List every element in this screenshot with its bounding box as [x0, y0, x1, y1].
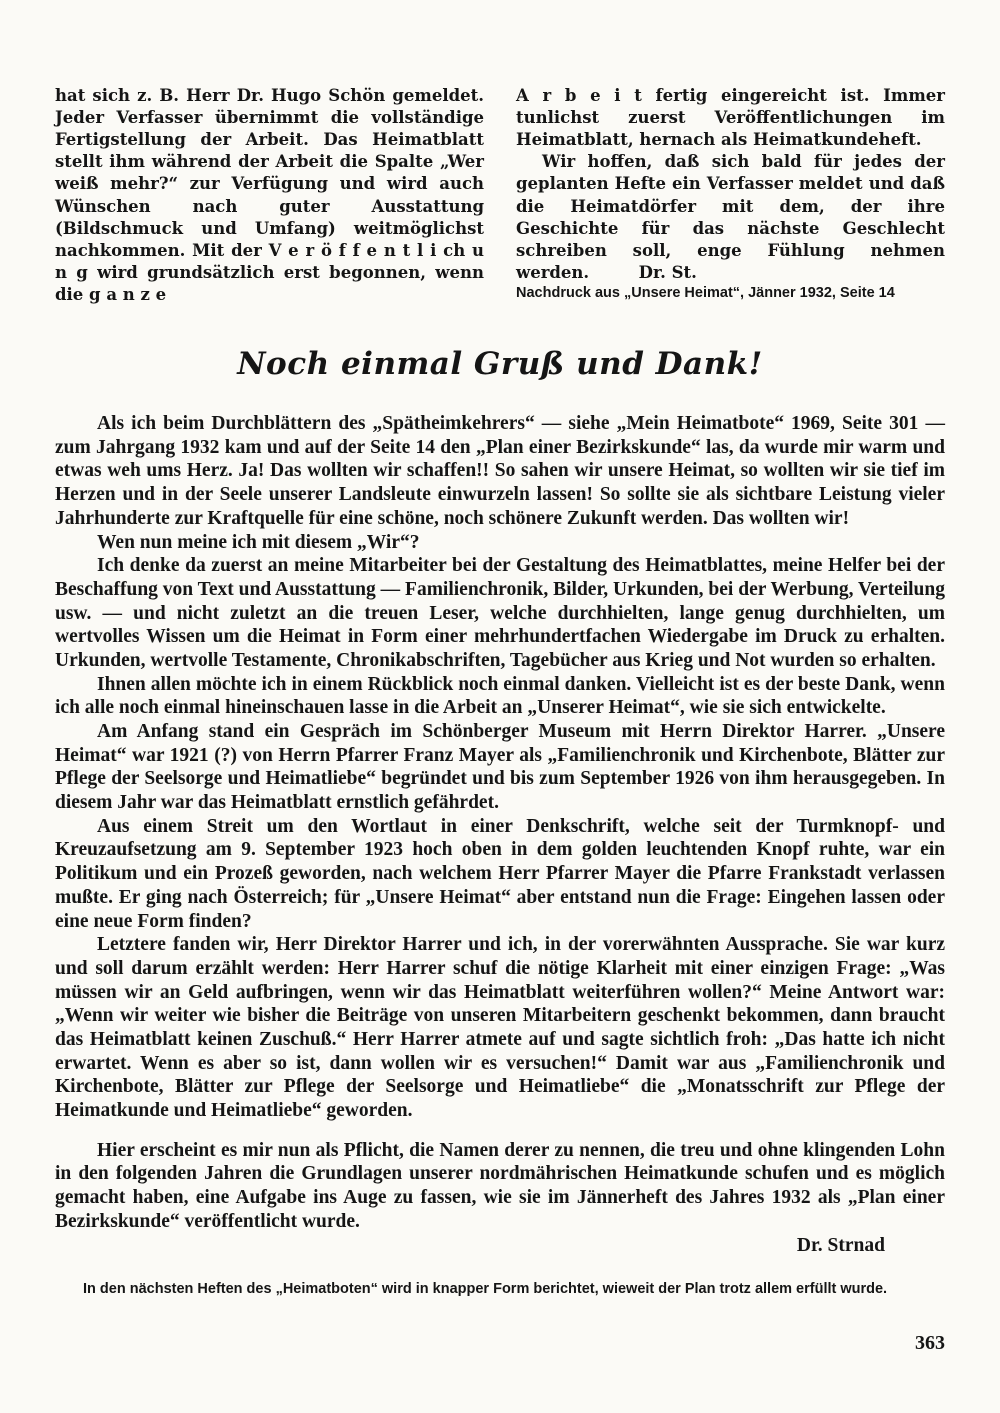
top-right-paragraph: A r b e i t fertig eingereicht ist. Immer tunlichst zuerst Veröffentlichungen im Heimatblatt, hernach als Heimatkundeheft. — [516, 86, 945, 150]
body-paragraph: Aus einem Streit um den Wortlaut in einer Denkschrift, welche seit der Turmknopf- und Kreuzaufsetzung am 9. September 1923 hoch oben in dem golden leuchtenden Knopf ruhte, war ein Politikum und ein Prozeß geworden, nach welchem Herr Pfarrer Mayer die Pfarre Frankstadt verlassen mußte. Er ging nach Österreich; für „Unsere Heimat“ aber entstand nun die Frage: Eingehen lassen oder eine neue Form finden? — [55, 815, 945, 932]
body-paragraph: Wen nun meine ich mit diesem „Wir“? — [97, 531, 420, 553]
top-left-column — [55, 85, 484, 306]
article-body — [55, 412, 945, 1233]
top-two-column-section — [55, 85, 945, 306]
body-paragraph: Hier erscheint es mir nun als Pflicht, die Namen derer zu nennen, die treu und ohne klingenden Lohn in den folgenden Jahren die Grundlagen unserer nordmährischen Heimatkunde schufen und es möglich gemacht haben, eine Aufgabe ins Auge zu fassen, wie sie im Jännerheft des Jahres 1932 als „Plan einer Bezirkskunde“ veröffentlicht wurde. — [55, 1139, 945, 1232]
body-paragraph: Als ich beim Durchblättern des „Spätheimkehrers“ — siehe „Mein Heimatbote“ 1969, Seite 301 — zum Jahrgang 1932 kam und auf der Seite 14 den „Plan einer Bezirkskunde“ las, da wurde mir warm und etwas weh ums Herz. Ja! Das wollten wir schaffen!! So sahen wir unsere Heimat, so wollten wir sie tief im Herzen und in der Seele unserer Landsleute einwurzeln lassen! So sollte sie als sichtbare Leistung vieler Jahrhunderte zur Kraftquelle für eine schöne, noch schönere Zukunft werden. Das wollten wir! — [55, 413, 945, 529]
article-heading: Noch einmal Gruß und Dank! — [237, 346, 763, 383]
top-right-column — [516, 85, 945, 306]
top-right-paragraph: Wir hoffen, daß sich bald für jedes der geplanten Hefte ein Verfasser meldet und daß die Heimatdörfer mit dem, der ihre Geschichte für das nächste Geschlecht schreiben soll, enge Fühlung nehmen werden. Dr. St. — [516, 152, 945, 282]
body-paragraph: Ich denke da zuerst an meine Mitarbeiter bei der Gestaltung des Heimatblattes, meine Helfer bei der Beschaffung von Text und Ausstattung — Familienchronik, Bilder, Urkunden, bei der Werbung, Verteilung usw. — und nicht zuletzt an die treuen Leser, welche durchhielten, lange genug durchhielten, um wertvolles Wissen um die Heimat in Form einer mehrhundertfachen Wiedergabe im Druck zu erhalten. Urkunden, wertvolle Testamente, Chronikabschriften, Tagebücher aus Krieg und Not wurden so erhalten. — [55, 555, 945, 671]
body-paragraph: Ihnen allen möchte ich in einem Rückblick noch einmal danken. Vielleicht ist es der beste Dank, wenn ich alle noch einmal hineinschauen lasse in die Arbeit an „Unserer Heimat“, wie sie sich entwickelte. — [55, 673, 945, 719]
page-number: 363 — [915, 1331, 945, 1354]
attribution-line: Nachdruck aus „Unsere Heimat“, Jänner 1932, Seite 14 — [516, 284, 895, 301]
body-paragraph: Letztere fanden wir, Herr Direktor Harrer und ich, in der vorerwähnten Aussprache. Sie war kurz und soll darum erzählt werden: Herr Harrer schuf die nötige Klarheit mit einer einzigen Frage: „Was müssen wir an Geld aufbringen, wenn wir das Heimatblatt weiterführen wollen?“ Meine Antwort war: „Wenn wir weiter wie bisher die Beiträge von unseren Mitarbeitern geschenkt bekommen, dann braucht das Heimatblatt keinen Zuschuß.“ Herr Harrer atmete auf und sagte sichtlich froh: „Das hatte ich nicht erwartet. Wenn es aber so ist, dann wollen wir es versuchen!“ Damit war aus „Familienchronik und Kirchenbote, Blätter zur Pflege der Seelsorge und Heimatliebe“ die „Monatsschrift zur Pflege der Heimatkunde und Heimatliebe“ geworden. — [55, 934, 945, 1122]
body-paragraph: Am Anfang stand ein Gespräch im Schönberger Museum mit Herrn Direktor Harrer. „Unsere Heimat“ war 1921 (?) von Herrn Pfarrer Franz Mayer als „Familienchronik und Kirchenbote, Blätter zur Pflege der Seelsorge und Heimatliebe“ begründet und bis zum September 1926 von ihm herausgegeben. In diesem Jahr war das Heimatblatt ernstlich gefährdet. — [55, 721, 945, 814]
footnote: In den nächsten Heften des „Heimatboten“ wird in knapper Form berichtet, wieweit der Plan trotz allem erfüllt wurde. — [83, 1281, 888, 1298]
author-signature: Dr. Strnad — [796, 1235, 885, 1257]
top-left-text: hat sich z. B. Herr Dr. Hugo Schön gemeldet. Jeder Verfasser übernimmt die vollständige Fertigstellung der Arbeit. Das Heimatblatt stellt ihm während der Arbeit die Spalte „Wer weiß mehr?“ zur Verfügung und wird auch Wünschen nach guter Ausstattung (Bildschmuck und Umfang) weitmöglichst nachkommen. Mit der V e r ö f f e n t l i ch u n g wird grundsätzlich erst begonnen, wenn die g a n z e — [55, 86, 484, 304]
